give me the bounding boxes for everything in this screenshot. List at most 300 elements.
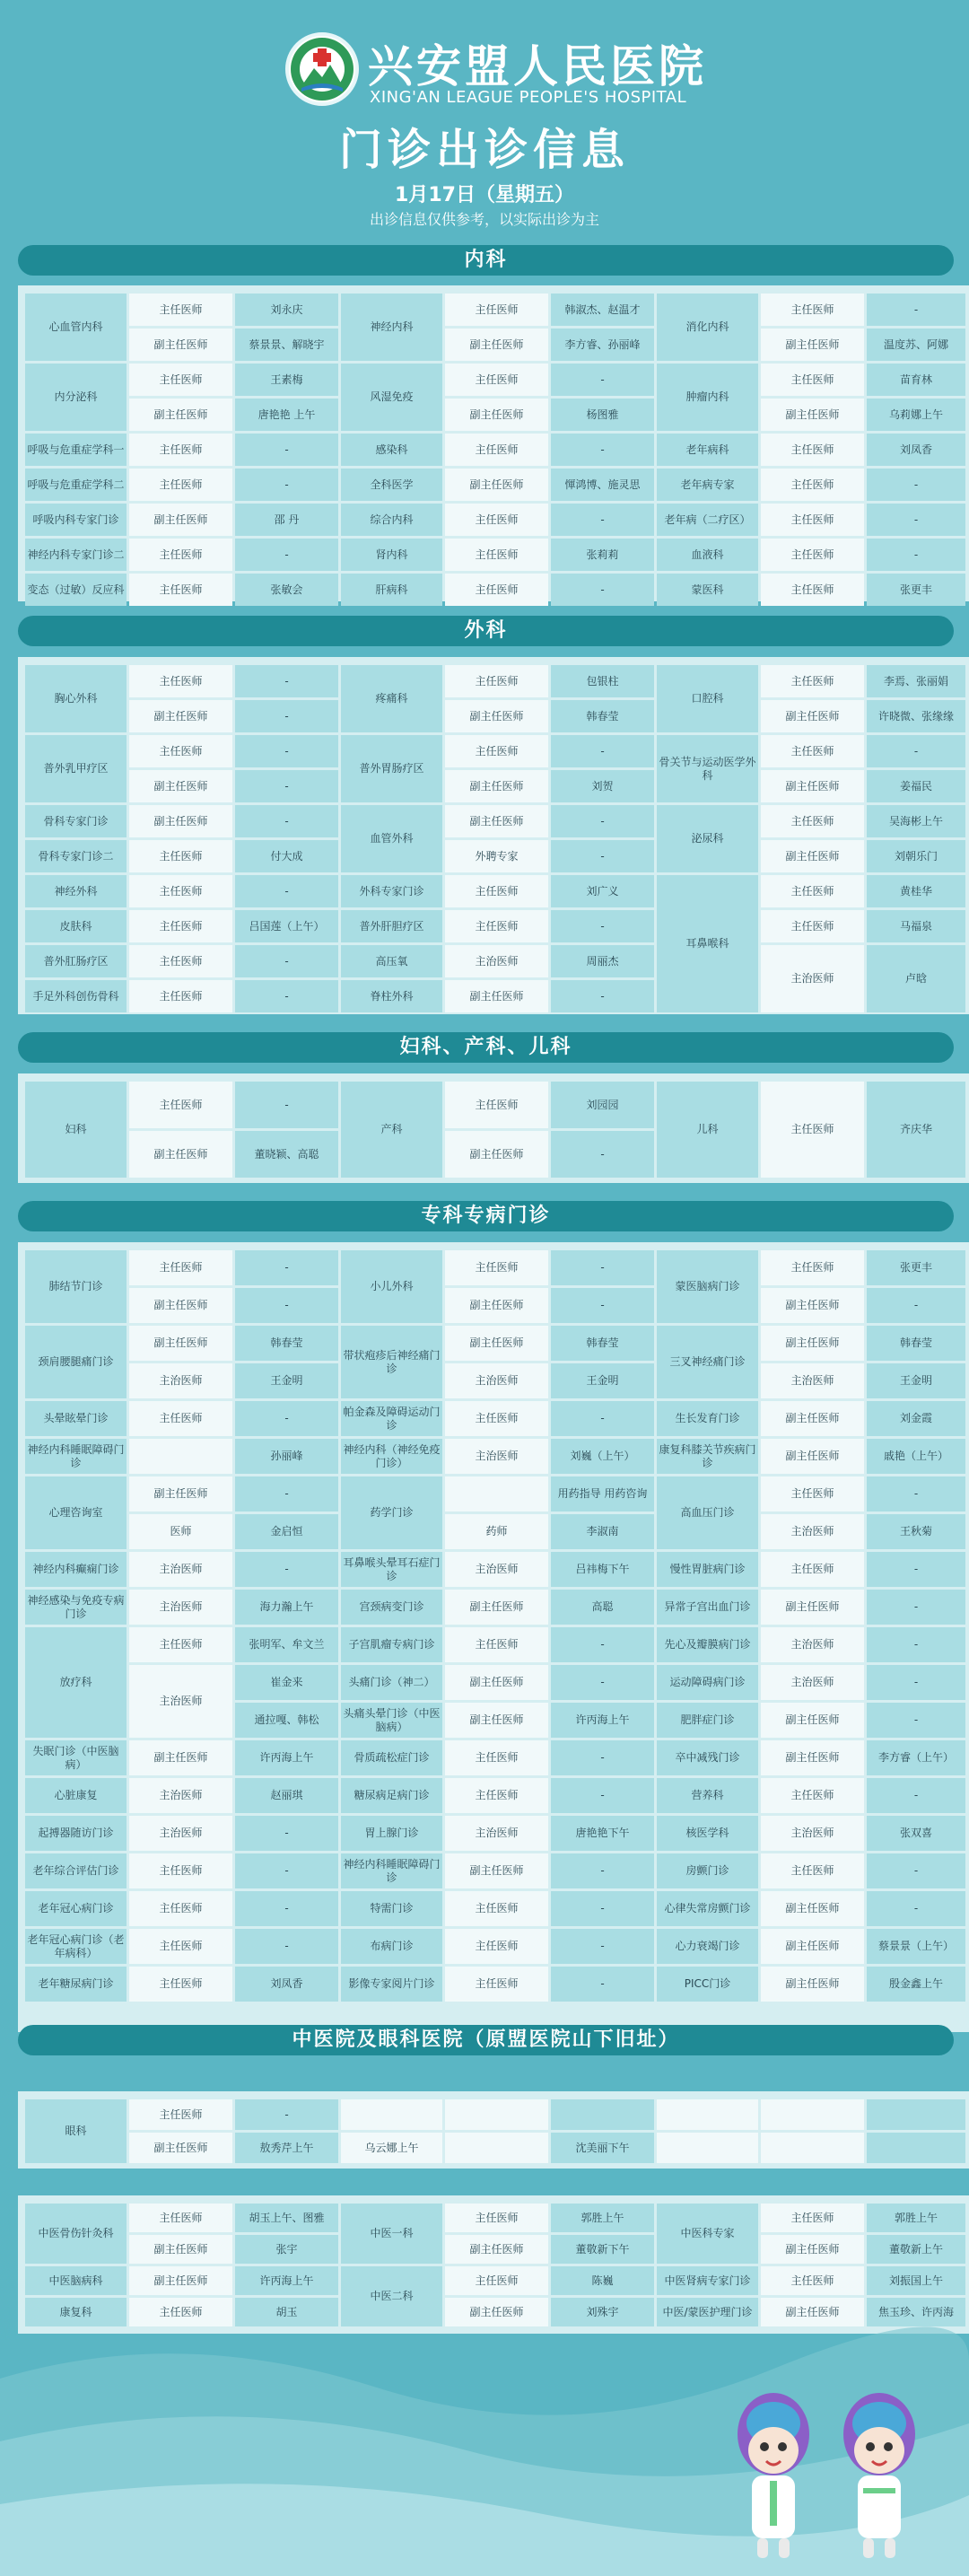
department-cell: 核医学科 — [657, 1816, 758, 1851]
department-cell: 卒中减残门诊 — [657, 1740, 758, 1775]
doctor-cell: 吴海彬上午 — [867, 805, 965, 837]
doctor-cell: 马福泉 — [867, 910, 965, 942]
department-cell: 运动障碍病门诊 — [657, 1665, 758, 1700]
title-cell: 主治医师 — [445, 1816, 548, 1851]
title-cell: 副主任医师 — [129, 1131, 232, 1178]
title-cell: 副主任医师 — [445, 1288, 548, 1323]
obgyn-pediatrics-panel — [18, 1073, 969, 1183]
title-cell: 主治医师 — [129, 1778, 232, 1813]
doctor-cell: 殷金鑫上午 — [867, 1967, 965, 2002]
title-cell: 主任医师 — [129, 469, 232, 501]
title-cell: 主任医师 — [761, 294, 864, 326]
title-cell: 外聘专家 — [445, 840, 548, 872]
page-title: 门诊出诊信息 — [338, 125, 630, 175]
title-cell: 副主任医师 — [445, 980, 548, 1012]
department-cell: 皮肤科 — [25, 910, 127, 942]
title-cell: 主任医师 — [445, 1967, 548, 2002]
title-cell: 主治医师 — [445, 945, 548, 977]
doctor-cell: - — [551, 1665, 654, 1700]
doctor-cell: 张莉莉 — [551, 539, 654, 571]
table-row — [25, 1552, 965, 1587]
title-cell: 主治医师 — [129, 1363, 232, 1398]
doctor-cell: 李焉、张丽娟 — [867, 665, 965, 697]
title-cell: 主任医师 — [129, 1250, 232, 1285]
title-cell: 副主任医师 — [761, 1891, 864, 1926]
table-row — [25, 1740, 965, 1775]
department-cell: 儿科 — [657, 1082, 758, 1178]
doctor-cell: 刘园园 — [551, 1082, 654, 1128]
department-cell: 异常子宫出血门诊 — [657, 1590, 758, 1625]
department-cell: 放疗科 — [25, 1627, 127, 1738]
doctor-cell: 张双喜 — [867, 1816, 965, 1851]
doctor-cell: - — [551, 574, 654, 606]
doctor-cell: - — [551, 1740, 654, 1775]
department-cell: 普外胃肠疗区 — [341, 735, 442, 802]
mascot-nurse-icon — [834, 2388, 924, 2567]
doctor-cell: 金启恒 — [235, 1514, 338, 1549]
department-cell: 药学门诊 — [341, 1476, 442, 1549]
table-row — [25, 1665, 965, 1700]
title-cell: 副主任医师 — [445, 1703, 548, 1738]
doctor-cell: 周丽杰 — [551, 945, 654, 977]
doctor-cell: 董敬新上午 — [867, 2235, 965, 2264]
department-cell: 神经内科睡眠障碍门诊 — [341, 1853, 442, 1888]
doctor-cell: - — [551, 840, 654, 872]
department-cell: 高压氧 — [341, 945, 442, 977]
title-cell: 副主任医师 — [129, 1288, 232, 1323]
title-cell: 副主任医师 — [761, 399, 864, 431]
title-cell: 副主任医师 — [761, 1326, 864, 1361]
title-cell: 副主任医师 — [129, 399, 232, 431]
doctor-cell — [551, 2099, 654, 2130]
department-cell: 三叉神经痛门诊 — [657, 1326, 758, 1398]
department-cell: 手足外科创伤骨科 — [25, 980, 127, 1012]
department-cell: 小儿外科 — [341, 1250, 442, 1323]
department-cell: 头晕眩晕门诊 — [25, 1401, 127, 1436]
department-cell: 老年糖尿病门诊 — [25, 1967, 127, 2002]
title-cell: 主任医师 — [445, 910, 548, 942]
doctor-cell: - — [551, 1288, 654, 1323]
department-cell: 妇科 — [25, 1082, 127, 1178]
title-cell: 主治医师 — [445, 1363, 548, 1398]
doctor-cell — [867, 2099, 965, 2130]
department-cell: 中医骨伤针灸科 — [25, 2204, 127, 2264]
department-cell: 血液科 — [657, 539, 758, 571]
doctor-cell: - — [551, 1250, 654, 1285]
table-row — [25, 434, 965, 466]
doctor-cell: - — [235, 665, 338, 697]
doctor-cell: - — [235, 2099, 338, 2130]
department-cell: 口腔科 — [657, 665, 758, 732]
doctor-cell: 吕祎梅下午 — [551, 1552, 654, 1587]
title-cell: 副主任医师 — [761, 329, 864, 361]
doctor-cell: - — [235, 1476, 338, 1511]
doctor-cell: 包银柱 — [551, 665, 654, 697]
department-cell: 骨科专家门诊 — [25, 805, 127, 837]
title-cell: 副主任医师 — [761, 1967, 864, 2002]
doctor-cell: - — [551, 1853, 654, 1888]
department-cell: 帕金森及障碍运动门诊 — [341, 1401, 442, 1436]
table-row — [25, 1891, 965, 1926]
schedule-note: 出诊信息仅供参考，以实际出诊为主 — [369, 211, 599, 228]
title-cell: 主任医师 — [445, 1929, 548, 1964]
internal-medicine-panel — [18, 285, 969, 601]
department-cell: 中医一科 — [341, 2204, 442, 2264]
department-cell: 子宫肌瘤专病门诊 — [341, 1627, 442, 1662]
title-cell: 副主任医师 — [445, 2298, 548, 2326]
title-cell: 副主任医师 — [445, 1665, 548, 1700]
doctor-cell: 赵丽琪 — [235, 1778, 338, 1813]
doctor-cell: - — [235, 434, 338, 466]
table-row — [25, 1816, 965, 1851]
department-cell: 起搏器随访门诊 — [25, 1816, 127, 1851]
title-cell: 副主任医师 — [129, 1476, 232, 1511]
department-cell: 神经外科 — [25, 875, 127, 907]
doctor-cell: 李方睿（上午） — [867, 1740, 965, 1775]
title-cell: 副主任医师 — [129, 770, 232, 802]
table-row — [25, 945, 965, 977]
department-cell: 中医科专家 — [657, 2204, 758, 2264]
doctor-cell: - — [235, 1853, 338, 1888]
title-cell: 主任医师 — [445, 1082, 548, 1128]
department-cell: 失眠门诊（中医脑病） — [25, 1740, 127, 1775]
doctor-cell: 王秋菊 — [867, 1514, 965, 1549]
doctor-cell: 刘贺 — [551, 770, 654, 802]
doctor-cell: 张宇 — [235, 2235, 338, 2264]
title-cell: 主任医师 — [445, 364, 548, 396]
title-cell: 副主任医师 — [761, 840, 864, 872]
doctor-cell: 张明军、牟文兰 — [235, 1627, 338, 1662]
title-cell: 主任医师 — [761, 1853, 864, 1888]
doctor-cell: 刘殊宇 — [551, 2298, 654, 2326]
ophthalmology-panel — [18, 2091, 969, 2169]
department-cell: 营养科 — [657, 1778, 758, 1813]
title-cell: 主任医师 — [761, 1552, 864, 1587]
doctor-cell: 董晓颖、高聪 — [235, 1131, 338, 1178]
doctor-cell: - — [235, 805, 338, 837]
department-cell: 消化内科 — [657, 294, 758, 361]
doctor-cell: - — [867, 1627, 965, 1662]
title-cell: 主治医师 — [761, 1363, 864, 1398]
doctor-cell: 董敬新下午 — [551, 2235, 654, 2264]
title-cell: 副主任医师 — [761, 1929, 864, 1964]
title-cell: 主任医师 — [129, 1082, 232, 1128]
doctor-cell: - — [235, 1250, 338, 1285]
doctor-cell: - — [551, 434, 654, 466]
table-row — [25, 700, 965, 732]
doctor-cell: 张敏会 — [235, 574, 338, 606]
table-row — [25, 1250, 965, 1285]
title-cell: 主任医师 — [129, 1401, 232, 1436]
title-cell: 主任医师 — [129, 1967, 232, 2002]
doctor-cell: 刘巍（上午） — [551, 1439, 654, 1474]
schedule-date: 1月17日（星期五） — [395, 184, 574, 206]
title-cell: 副主任医师 — [129, 504, 232, 536]
department-cell: 老年冠心病门诊（老年病科） — [25, 1929, 127, 1964]
table-row — [25, 1363, 965, 1398]
title-cell: 副主任医师 — [129, 700, 232, 732]
table-row — [25, 735, 965, 767]
doctor-cell: 孙丽峰 — [235, 1439, 338, 1474]
doctor-cell: - — [551, 910, 654, 942]
table-row — [25, 1967, 965, 2002]
department-cell: 老年病科 — [657, 434, 758, 466]
doctor-cell: 惲鸿博、施灵思 — [551, 469, 654, 501]
specialty-clinics-panel — [18, 1242, 969, 2032]
doctor-cell: 王金明 — [551, 1363, 654, 1398]
title-cell: 副主任医师 — [445, 1131, 548, 1178]
schedule-table-obgyn-pediatrics — [22, 1079, 968, 1180]
title-cell: 主任医师 — [129, 1929, 232, 1964]
doctor-cell: - — [551, 1967, 654, 2002]
doctor-cell: 刘永庆 — [235, 294, 338, 326]
title-cell: 主任医师 — [761, 665, 864, 697]
hospital-name-en: XING'AN LEAGUE PEOPLE'S HOSPITAL — [370, 88, 687, 107]
doctor-cell: 苗育林 — [867, 364, 965, 396]
department-cell: 生长发育门诊 — [657, 1401, 758, 1436]
department-cell: 中医脑病科 — [25, 2266, 127, 2295]
title-cell: 主任医师 — [761, 434, 864, 466]
doctor-cell: - — [867, 1288, 965, 1323]
doctor-cell: 沈美丽下午 — [551, 2133, 654, 2163]
title-cell — [761, 2133, 864, 2163]
hospital-name-cn: 兴安盟人民医院 — [368, 40, 707, 92]
doctor-cell: 许丙海上午 — [551, 1703, 654, 1738]
title-cell: 主治医师 — [761, 945, 864, 1012]
doctor-cell: 韩春莹 — [235, 1326, 338, 1361]
title-cell: 主任医师 — [445, 1627, 548, 1662]
doctor-cell: 许丙海上午 — [235, 1740, 338, 1775]
doctor-cell: - — [551, 504, 654, 536]
title-cell: 主治医师 — [445, 1439, 548, 1474]
title-cell: 副主任医师 — [445, 2235, 548, 2264]
department-cell: 产科 — [341, 1082, 442, 1178]
title-cell: 主任医师 — [445, 1250, 548, 1285]
doctor-cell: 齐庆华 — [867, 1082, 965, 1178]
department-cell: 中医二科 — [341, 2266, 442, 2326]
mascot-doctor-icon — [729, 2388, 818, 2567]
title-cell: 主任医师 — [129, 574, 232, 606]
department-cell: 高血压门诊 — [657, 1476, 758, 1549]
doctor-cell: - — [867, 1703, 965, 1738]
table-row — [25, 1082, 965, 1128]
title-cell: 主任医师 — [129, 2204, 232, 2232]
title-cell: 主任医师 — [761, 910, 864, 942]
title-cell: 主治医师 — [129, 1590, 232, 1625]
department-cell: 骨科专家门诊二 — [25, 840, 127, 872]
title-cell: 主任医师 — [129, 735, 232, 767]
department-cell: 泌尿科 — [657, 805, 758, 872]
title-cell: 主任医师 — [445, 735, 548, 767]
schedule-table-internal-medicine — [22, 291, 968, 609]
department-cell: 宫颈病变门诊 — [341, 1590, 442, 1625]
doctor-cell: 吕国莲（上午） — [235, 910, 338, 942]
title-cell: 副主任医师 — [761, 1439, 864, 1474]
title-cell: 副主任医师 — [445, 805, 548, 837]
doctor-cell: - — [235, 770, 338, 802]
doctor-cell: 王金明 — [867, 1363, 965, 1398]
doctor-cell: - — [235, 980, 338, 1012]
title-cell: 副主任医师 — [761, 700, 864, 732]
department-cell: 肺结节门诊 — [25, 1250, 127, 1323]
table-row — [25, 1401, 965, 1436]
department-cell: 呼吸与危重症学科一 — [25, 434, 127, 466]
department-cell: 眼科 — [25, 2099, 127, 2163]
table-row — [25, 1590, 965, 1625]
doctor-cell: 刘振国上午 — [867, 2266, 965, 2295]
department-cell: 风湿免疫 — [341, 364, 442, 431]
doctor-cell: - — [235, 469, 338, 501]
title-cell: 副主任医师 — [445, 1853, 548, 1888]
department-cell: 肥胖症门诊 — [657, 1703, 758, 1738]
title-cell — [445, 1476, 548, 1511]
title-cell: 主治医师 — [761, 1627, 864, 1662]
title-cell: 主任医师 — [445, 2266, 548, 2295]
department-cell: 康复科 — [25, 2298, 127, 2326]
doctor-cell: - — [551, 364, 654, 396]
title-cell: 主任医师 — [761, 1250, 864, 1285]
doctor-cell: 韩春莹 — [551, 700, 654, 732]
hospital-logo-icon — [285, 32, 359, 106]
department-cell: 头痛门诊（神二） — [341, 1665, 442, 1700]
doctor-cell: - — [235, 875, 338, 907]
department-cell: PICC门诊 — [657, 1967, 758, 2002]
doctor-cell: 胡玉上午、图雅 — [235, 2204, 338, 2232]
title-cell: 主任医师 — [129, 910, 232, 942]
department-cell: 呼吸内科专家门诊 — [25, 504, 127, 536]
doctor-cell: 王金明 — [235, 1363, 338, 1398]
doctor-cell: - — [235, 1929, 338, 1964]
title-cell: 主任医师 — [129, 1891, 232, 1926]
title-cell: 主治医师 — [761, 1665, 864, 1700]
title-cell: 主任医师 — [445, 875, 548, 907]
title-cell: 副主任医师 — [761, 1590, 864, 1625]
department-cell: 骨关节与运动医学外科 — [657, 735, 758, 802]
doctor-cell: 韩春莹 — [867, 1326, 965, 1361]
department-cell: 全科医学 — [341, 469, 442, 501]
title-cell: 副主任医师 — [129, 2266, 232, 2295]
title-cell: 副主任医师 — [129, 2235, 232, 2264]
title-cell: 主治医师 — [761, 1514, 864, 1549]
table-row — [25, 539, 965, 571]
title-cell: 主治医师 — [129, 1816, 232, 1851]
doctor-cell: 通拉嘎、韩松 — [235, 1703, 338, 1738]
title-cell: 主任医师 — [761, 574, 864, 606]
title-cell — [445, 2133, 548, 2163]
title-cell: 副主任医师 — [445, 1590, 548, 1625]
table-row — [25, 665, 965, 697]
title-cell: 副主任医师 — [761, 2298, 864, 2326]
doctor-cell: - — [867, 469, 965, 501]
doctor-cell: - — [867, 1590, 965, 1625]
table-row — [25, 1288, 965, 1323]
title-cell: 主任医师 — [761, 875, 864, 907]
department-cell: 变态（过敏）反应科 — [25, 574, 127, 606]
doctor-cell: 郭胜上午 — [867, 2204, 965, 2232]
title-cell: 副主任医师 — [445, 469, 548, 501]
doctor-cell: 刘金霞 — [867, 1401, 965, 1436]
title-cell: 主任医师 — [445, 434, 548, 466]
title-cell: 主任医师 — [445, 294, 548, 326]
title-cell: 主任医师 — [129, 294, 232, 326]
department-cell: 脊柱外科 — [341, 980, 442, 1012]
title-cell: 主任医师 — [761, 1476, 864, 1511]
doctor-cell: - — [867, 1665, 965, 1700]
title-cell: 主任医师 — [445, 2204, 548, 2232]
doctor-cell: - — [551, 735, 654, 767]
department-cell: 神经内科 — [341, 294, 442, 361]
title-cell: 主任医师 — [445, 539, 548, 571]
doctor-cell: 陈巍 — [551, 2266, 654, 2295]
title-cell: 主任医师 — [445, 1778, 548, 1813]
section-header-internal-medicine: 内科 — [18, 245, 954, 276]
table-row — [25, 504, 965, 536]
doctor-cell: 海力瀚上午 — [235, 1590, 338, 1625]
schedule-table-surgery — [22, 662, 968, 1015]
title-cell: 主任医师 — [761, 805, 864, 837]
department-cell: 心血管内科 — [25, 294, 127, 361]
doctor-cell: - — [867, 539, 965, 571]
table-row — [25, 2204, 965, 2232]
title-cell: 主任医师 — [445, 574, 548, 606]
department-cell: 综合内科 — [341, 504, 442, 536]
title-cell — [657, 2099, 758, 2130]
doctor-cell: - — [551, 1891, 654, 1926]
doctor-cell: 高聪 — [551, 1590, 654, 1625]
department-cell: 外科专家门诊 — [341, 875, 442, 907]
table-row — [25, 1778, 965, 1813]
table-row — [25, 1476, 965, 1511]
table-row — [25, 910, 965, 942]
department-cell: 老年病专家 — [657, 469, 758, 501]
department-cell: 蒙医脑病门诊 — [657, 1250, 758, 1323]
department-cell: 心脏康复 — [25, 1778, 127, 1813]
title-cell: 主任医师 — [761, 1778, 864, 1813]
doctor-cell: - — [235, 539, 338, 571]
title-cell: 副主任医师 — [445, 770, 548, 802]
title-cell: 主任医师 — [129, 364, 232, 396]
section-header-surgery: 外科 — [18, 616, 954, 646]
doctor-cell: - — [235, 1816, 338, 1851]
doctor-cell: - — [235, 1891, 338, 1926]
doctor-cell: - — [867, 1552, 965, 1587]
doctor-cell: 姜福民 — [867, 770, 965, 802]
header — [0, 0, 969, 242]
department-cell: 内分泌科 — [25, 364, 127, 431]
table-row — [25, 1853, 965, 1888]
doctor-cell: 唐艳艳下午 — [551, 1816, 654, 1851]
doctor-cell: - — [867, 294, 965, 326]
title-cell: 药师 — [445, 1514, 548, 1549]
title-cell: 副主任医师 — [129, 2133, 232, 2163]
department-cell: 胸心外科 — [25, 665, 127, 732]
doctor-cell — [867, 2133, 965, 2163]
doctor-cell: - — [235, 1401, 338, 1436]
doctor-cell: - — [551, 1627, 654, 1662]
doctor-cell: 唐艳艳 上午 — [235, 399, 338, 431]
department-cell: 骨质疏松症门诊 — [341, 1740, 442, 1775]
department-cell: 普外肛肠疗区 — [25, 945, 127, 977]
department-cell: 血管外科 — [341, 805, 442, 872]
title-cell: 主任医师 — [129, 434, 232, 466]
doctor-cell: 戚艳（上午） — [867, 1439, 965, 1474]
table-row — [25, 1439, 965, 1474]
doctor-cell: 刘凤香 — [235, 1967, 338, 2002]
table-row — [25, 2266, 965, 2295]
title-cell: 主任医师 — [761, 2204, 864, 2232]
doctor-cell: - — [235, 1288, 338, 1323]
department-cell: 蒙医科 — [657, 574, 758, 606]
